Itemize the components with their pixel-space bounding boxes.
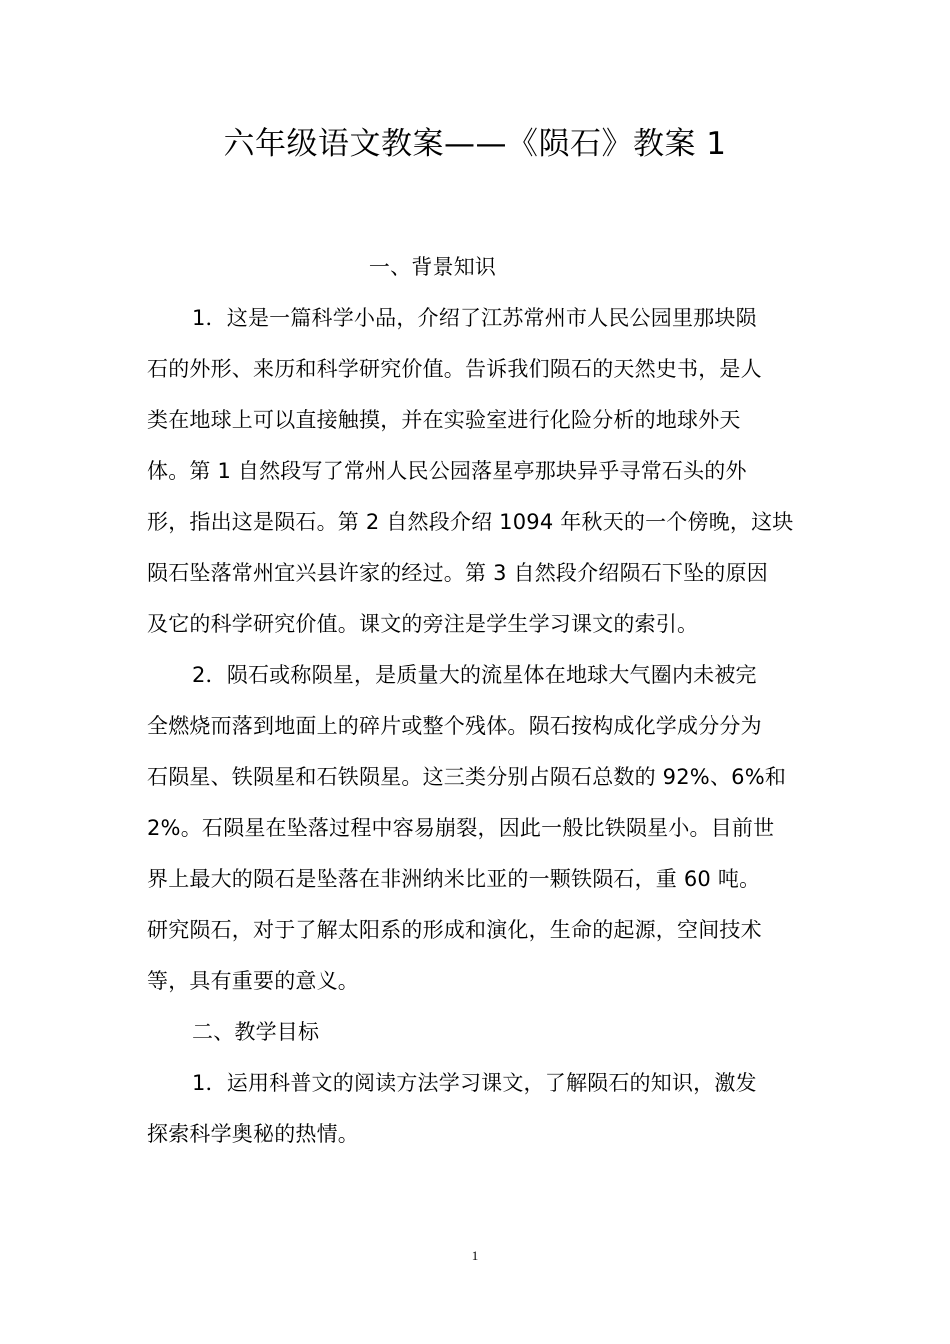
paragraph-line: 探索科学奥秘的热情。 (147, 1122, 359, 1146)
paragraph-line: 陨石坠落常州宜兴县许家的经过。第 3 自然段介绍陨石下坠的原因 (147, 561, 768, 585)
paragraph-line: 石陨星、铁陨星和石铁陨星。这三类分别占陨石总数的 92%、6%和 (147, 765, 787, 789)
paragraph-line: 全燃烧而落到地面上的碎片或整个残体。陨石按构成化学成分分为 (147, 714, 762, 738)
paragraph-line: 研究陨石，对于了解太阳系的形成和演化，生命的起源，空间技术 (147, 918, 762, 942)
paragraph-line: 类在地球上可以直接触摸，并在实验室进行化险分析的地球外天 (147, 408, 741, 432)
paragraph-line: 及它的科学研究价值。课文的旁注是学生学习课文的索引。 (147, 612, 699, 636)
paragraph-line: 2%。石陨星在坠落过程中容易崩裂，因此一般比铁陨星小。目前世 (147, 816, 775, 840)
paragraph-line: 石的外形、来历和科学研究价值。告诉我们陨石的天然史书，是人 (147, 357, 762, 381)
paragraph-line: 等，具有重要的意义。 (147, 969, 359, 993)
paragraph-line: 2．陨石或称陨星，是质量大的流星体在地球大气圈内未被完 (192, 663, 757, 687)
paragraph-line: 界上最大的陨石是坠落在非洲纳米比亚的一颗铁陨石，重 60 吨。 (147, 867, 761, 891)
section-heading-objectives: 二、教学目标 (192, 1020, 320, 1044)
paragraph-line: 体。第 1 自然段写了常州人民公园落星亭那块异乎寻常石头的外 (147, 459, 747, 483)
page-number: 1 (471, 1248, 479, 1263)
paragraph-line: 1．这是一篇科学小品，介绍了江苏常州市人民公园里那块陨 (192, 306, 757, 330)
paragraph-line: 1．运用科普文的阅读方法学习课文，了解陨石的知识，激发 (192, 1071, 757, 1095)
section-heading-background: 一、背景知识 (368, 255, 497, 279)
paragraph-line: 形，指出这是陨石。第 2 自然段介绍 1094 年秋天的一个傍晚，这块 (147, 510, 794, 534)
document-title: 六年级语文教案——《陨石》教案 1 (223, 126, 727, 162)
